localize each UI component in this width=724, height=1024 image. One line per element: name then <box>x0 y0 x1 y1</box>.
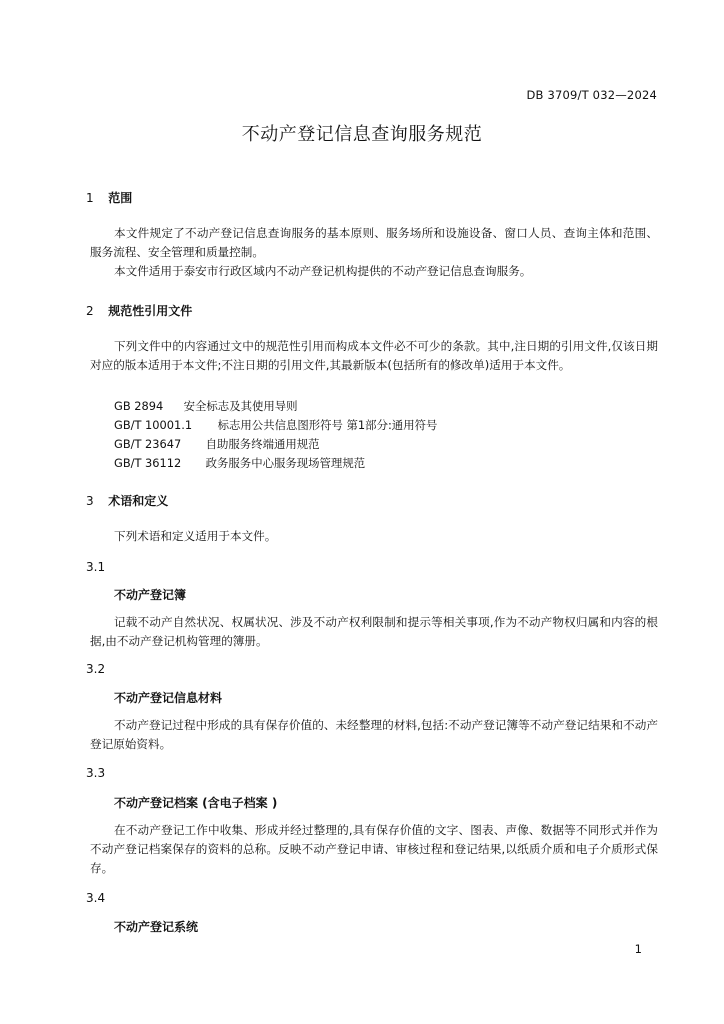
clause-number: 3.2 <box>86 662 106 676</box>
reference-name: 标志用公共信息图形符号 第1部分:通用符号 <box>217 418 438 432</box>
section-1-paragraph-1: 本文件规定了不动产登记信息查询服务的基本原则、服务场所和设施设备、窗口人员、查询主体和范围、服务流程、安全管理和质量控制。 <box>90 226 658 259</box>
section-2-paragraph-1: 下列文件中的内容通过文中的规范性引用而构成本文件必不可少的条款。其中,注日期的引用文件,仅该日期对应的版本适用于本文件;不注日期的引用文件,其最新版本(包括所有的修改单)适用于本文件。 <box>90 339 658 372</box>
page-number: 1 <box>634 942 642 956</box>
reference-code: GB/T 23647 <box>114 437 182 451</box>
reference-item <box>114 417 437 433</box>
clause-number: 3.4 <box>86 891 106 905</box>
reference-item <box>114 398 298 414</box>
clause-number: 3.1 <box>86 560 106 574</box>
term-title: 不动产登记系统 <box>114 920 199 934</box>
section-1-heading <box>86 189 132 206</box>
term-title: 不动产登记档案 (含电子档案 ) <box>114 796 278 810</box>
section-3-heading <box>86 492 168 509</box>
section-title: 范围 <box>108 191 133 205</box>
reference-item <box>114 455 365 471</box>
section-1-paragraph-2: 本文件适用于泰安市行政区域内不动产登记机构提供的不动产登记信息查询服务。 <box>114 264 532 278</box>
section-number: 2 <box>86 304 94 318</box>
term-definition: 记载不动产自然状况、权属状况、涉及不动产权利限制和提示等相关事项,作为不动产物权归属和内容的根据,由不动产登记机构管理的簿册。 <box>90 615 658 648</box>
section-title: 术语和定义 <box>108 494 169 508</box>
term-definition: 不动产登记过程中形成的具有保存价值的、未经整理的材料,包括:不动产登记簿等不动产登记结果和不动产登记原始资料。 <box>90 718 658 751</box>
document-title: 不动产登记信息查询服务规范 <box>241 124 483 145</box>
section-2-heading <box>86 302 192 319</box>
reference-code: GB 2894 <box>114 399 164 413</box>
term-title: 不动产登记信息材料 <box>114 691 223 705</box>
reference-name: 自助服务终端通用规范 <box>205 437 320 451</box>
clause-number: 3.3 <box>86 766 106 780</box>
reference-item <box>114 436 320 452</box>
term-title: 不动产登记簿 <box>114 588 187 602</box>
standard-code: DB 3709/T 032—2024 <box>526 88 657 102</box>
section-number: 1 <box>86 191 94 205</box>
reference-code: GB/T 10001.1 <box>114 418 193 432</box>
section-title: 规范性引用文件 <box>108 304 193 318</box>
section-3-paragraph-1: 下列术语和定义适用于本文件。 <box>114 529 277 543</box>
reference-code: GB/T 36112 <box>114 456 182 470</box>
reference-name: 安全标志及其使用导则 <box>183 399 298 413</box>
section-number: 3 <box>86 494 94 508</box>
term-definition: 在不动产登记工作中收集、形成并经过整理的,具有保存价值的文字、图表、声像、数据等不同形式并作为不动产登记档案保存的资料的总称。反映不动产登记申请、审核过程和登记结果,以纸质介质和电子介质形式保存。 <box>90 823 658 875</box>
reference-name: 政务服务中心服务现场管理规范 <box>205 456 366 470</box>
